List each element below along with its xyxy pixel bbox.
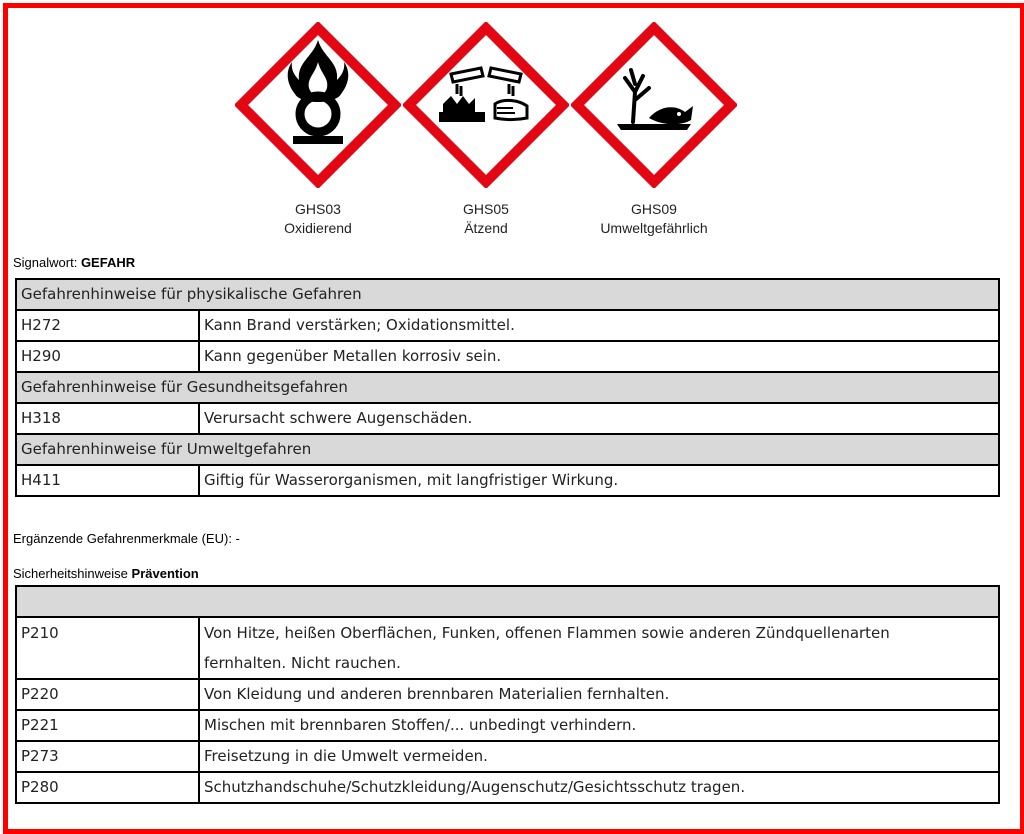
pictogram-name: Ätzend [464,220,508,236]
pictogram-name: Oxidierend [284,220,352,236]
signal-value: GEFAHR [80,255,136,270]
precaution-text: Von Kleidung und anderen brennbaren Materialien fernhalten. [199,679,999,710]
precaution-text: Freisetzung in die Umwelt vermeiden. [199,741,999,772]
pictogram-ghs09 [571,22,737,238]
table-section-header [16,434,999,465]
hazard-code: H272 [16,310,199,341]
table-row [16,403,999,434]
precaution-code: P280 [16,772,199,803]
hazard-text: Verursacht schwere Augenschäden. [199,403,999,434]
hazard-code: H411 [16,465,199,496]
precaution-text [199,617,999,679]
hazard-code: H318 [16,403,199,434]
corrosion-icon [403,22,569,188]
table-section-header [16,279,999,310]
pictogram-ghs03 [235,22,401,238]
hazard-code: H290 [16,341,199,372]
section-header-physical: Gefahrenhinweise für physikalische Gefahren [16,279,999,310]
hazard-text: Giftig für Wasserorganismen, mit langfristiger Wirkung. [199,465,999,496]
table-section-header [16,372,999,403]
precaution-heading [13,566,199,581]
table-row [16,772,999,803]
table-row [16,679,999,710]
table-row [16,741,999,772]
table-row [16,617,999,679]
precaution-text-line1: Von Hitze, heißen Oberflächen, Funken, offenen Flammen sowie anderen Zündquellenarten [204,624,890,642]
precaution-label: Sicherheitshinweise [13,566,128,581]
precaution-text: Schutzhandschuhe/Schutzkleidung/Augenschutz/Gesichtsschutz tragen. [199,772,999,803]
pictogram-code: GHS09 [631,201,677,217]
table-row [16,310,999,341]
table-row [16,710,999,741]
precaution-code: P220 [16,679,199,710]
section-header-prevention [16,586,999,617]
hazard-text: Kann Brand verstärken; Oxidationsmittel. [199,310,999,341]
signal-word [13,255,135,270]
pictogram-ghs05 [403,22,569,238]
precautionary-statements-table [15,585,1000,804]
section-header-env: Gefahrenhinweise für Umweltgefahren [16,434,999,465]
precaution-code: P273 [16,741,199,772]
hazard-statements-table [15,278,1000,497]
table-row [16,341,999,372]
section-header-health: Gefahrenhinweise für Gesundheitsgefahren [16,372,999,403]
pictogram-row [235,22,735,237]
table-section-header [16,586,999,617]
precaution-text-line2: fernhalten. Nicht rauchen. [204,654,401,672]
hazard-text: Kann gegenüber Metallen korrosiv sein. [199,341,999,372]
precaution-code: P221 [16,710,199,741]
precaution-text: Mischen mit brennbaren Stoffen/... unbedingt verhindern. [199,710,999,741]
precaution-category: Prävention [131,566,199,581]
table-row [16,465,999,496]
environment-icon [571,22,737,188]
precaution-code: P210 [16,617,199,679]
pictogram-code: GHS05 [463,201,509,217]
signal-label: Signalwort: [13,255,78,270]
flame-over-circle-icon [235,22,401,188]
pictogram-code: GHS03 [295,201,341,217]
pictogram-name: Umweltgefährlich [600,220,708,236]
supplemental-hazard-info: Ergänzende Gefahrenmerkmale (EU): - [13,531,240,546]
